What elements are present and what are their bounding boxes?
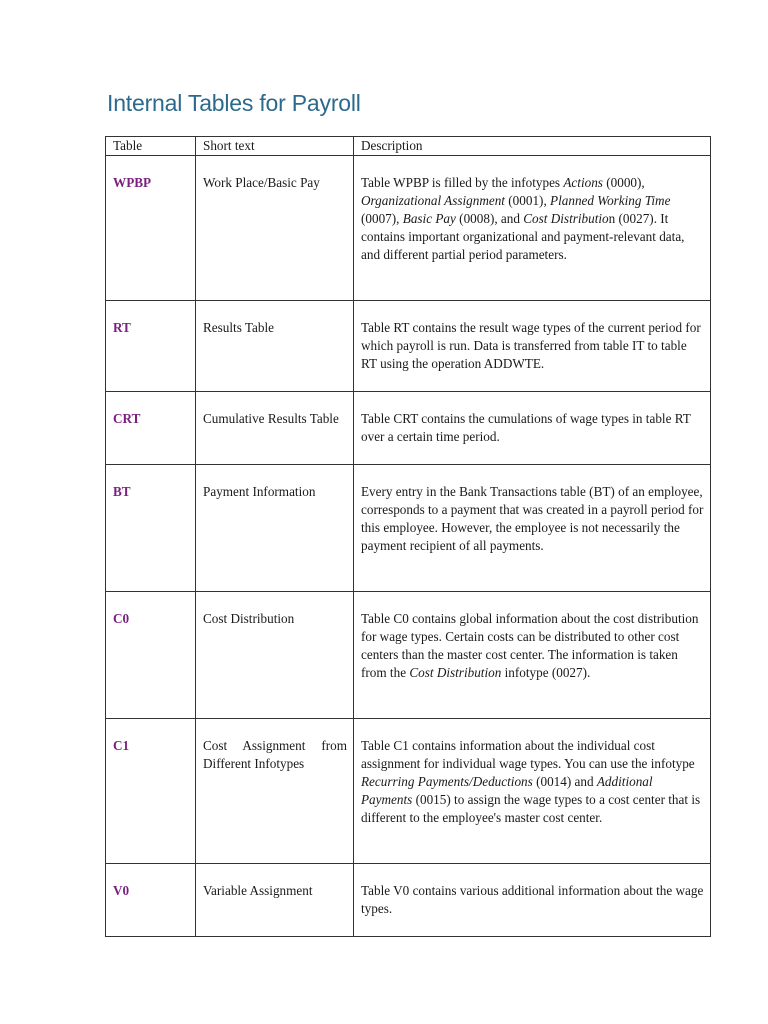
table-code: C1 bbox=[106, 719, 196, 864]
description-text: (0001), bbox=[504, 193, 551, 208]
italic-term: Additional Payments bbox=[361, 774, 653, 807]
short-text-cell: Results Table bbox=[196, 301, 354, 392]
table-row bbox=[106, 465, 711, 592]
description-text: Every entry in the Bank Transactions table (BT) of an employee, corresponds to a payment that was created in a payroll period for this employee. However, the employee is not necessarily the payment recipient of all payments. bbox=[361, 484, 704, 553]
description-cell bbox=[354, 592, 711, 719]
description-text: (0014) and bbox=[532, 774, 597, 789]
description-text: n (0027). It contains important organizational and payment-relevant data, and different partial period parameters. bbox=[361, 211, 685, 262]
description-text: Table RT contains the result wage types of the current period for which payroll is run. Data is transferred from table IT to table RT using the operation ADDWTE. bbox=[361, 320, 701, 371]
italic-term: Basic Pay bbox=[402, 211, 456, 226]
short-text-cell: Cumulative Results Table bbox=[196, 392, 354, 465]
italic-term: Cost Distributio bbox=[523, 211, 609, 226]
italic-term: Organizational Assignment bbox=[361, 193, 505, 208]
description-text: (0007), bbox=[361, 211, 403, 226]
description-text: Table V0 contains various additional information about the wage types. bbox=[361, 883, 704, 916]
description-cell bbox=[354, 465, 711, 592]
description-text: (0008), and bbox=[455, 211, 524, 226]
description-text: Table C1 contains information about the individual cost assignment for individual wage types. You can use the infotype bbox=[361, 738, 695, 771]
italic-term: Planned Working Time bbox=[550, 193, 671, 208]
page-title: Internal Tables for Payroll bbox=[107, 90, 361, 116]
short-text-cell: Cost Distribution bbox=[196, 592, 354, 719]
description-cell bbox=[354, 301, 711, 392]
header-short-text: Short text bbox=[196, 137, 354, 156]
table-header-row bbox=[106, 137, 711, 156]
description-text: infotype (0027). bbox=[501, 665, 591, 680]
short-text-cell: Variable Assignment bbox=[196, 864, 354, 937]
description-text: (0015) to assign the wage types to a cost center that is different to the employee's master cost center. bbox=[361, 792, 701, 825]
header-description: Description bbox=[354, 137, 711, 156]
header-table: Table bbox=[106, 137, 196, 156]
table-row bbox=[106, 301, 711, 392]
table-code: V0 bbox=[106, 864, 196, 937]
table-code: C0 bbox=[106, 592, 196, 719]
description-cell bbox=[354, 392, 711, 465]
italic-term: Actions bbox=[563, 175, 603, 190]
italic-term: Recurring Payments/Deductions bbox=[361, 774, 533, 789]
payroll-tables-table bbox=[105, 136, 711, 937]
short-text-cell: Cost Assignment from Different Infotypes bbox=[196, 719, 354, 864]
table-code: CRT bbox=[106, 392, 196, 465]
table-row bbox=[106, 719, 711, 864]
table-code: RT bbox=[106, 301, 196, 392]
italic-term: Cost Distribution bbox=[409, 665, 502, 680]
description-text: (0000), bbox=[602, 175, 645, 190]
table-row bbox=[106, 392, 711, 465]
table-code: WPBP bbox=[106, 156, 196, 301]
description-text: Table C0 contains global information about the cost distribution for wage types. Certain costs can be distributed to other cost centers than the master cost center. The information is taken from the bbox=[361, 611, 699, 680]
description-cell bbox=[354, 156, 711, 301]
description-text: Table CRT contains the cumulations of wage types in table RT over a certain time period. bbox=[361, 411, 691, 444]
description-text: Table WPBP is filled by the infotypes bbox=[361, 175, 564, 190]
short-text-cell: Work Place/Basic Pay bbox=[196, 156, 354, 301]
table-row bbox=[106, 592, 711, 719]
short-text-cell: Payment Information bbox=[196, 465, 354, 592]
table-code: BT bbox=[106, 465, 196, 592]
description-cell bbox=[354, 719, 711, 864]
table-row bbox=[106, 864, 711, 937]
description-cell bbox=[354, 864, 711, 937]
table-row bbox=[106, 156, 711, 301]
